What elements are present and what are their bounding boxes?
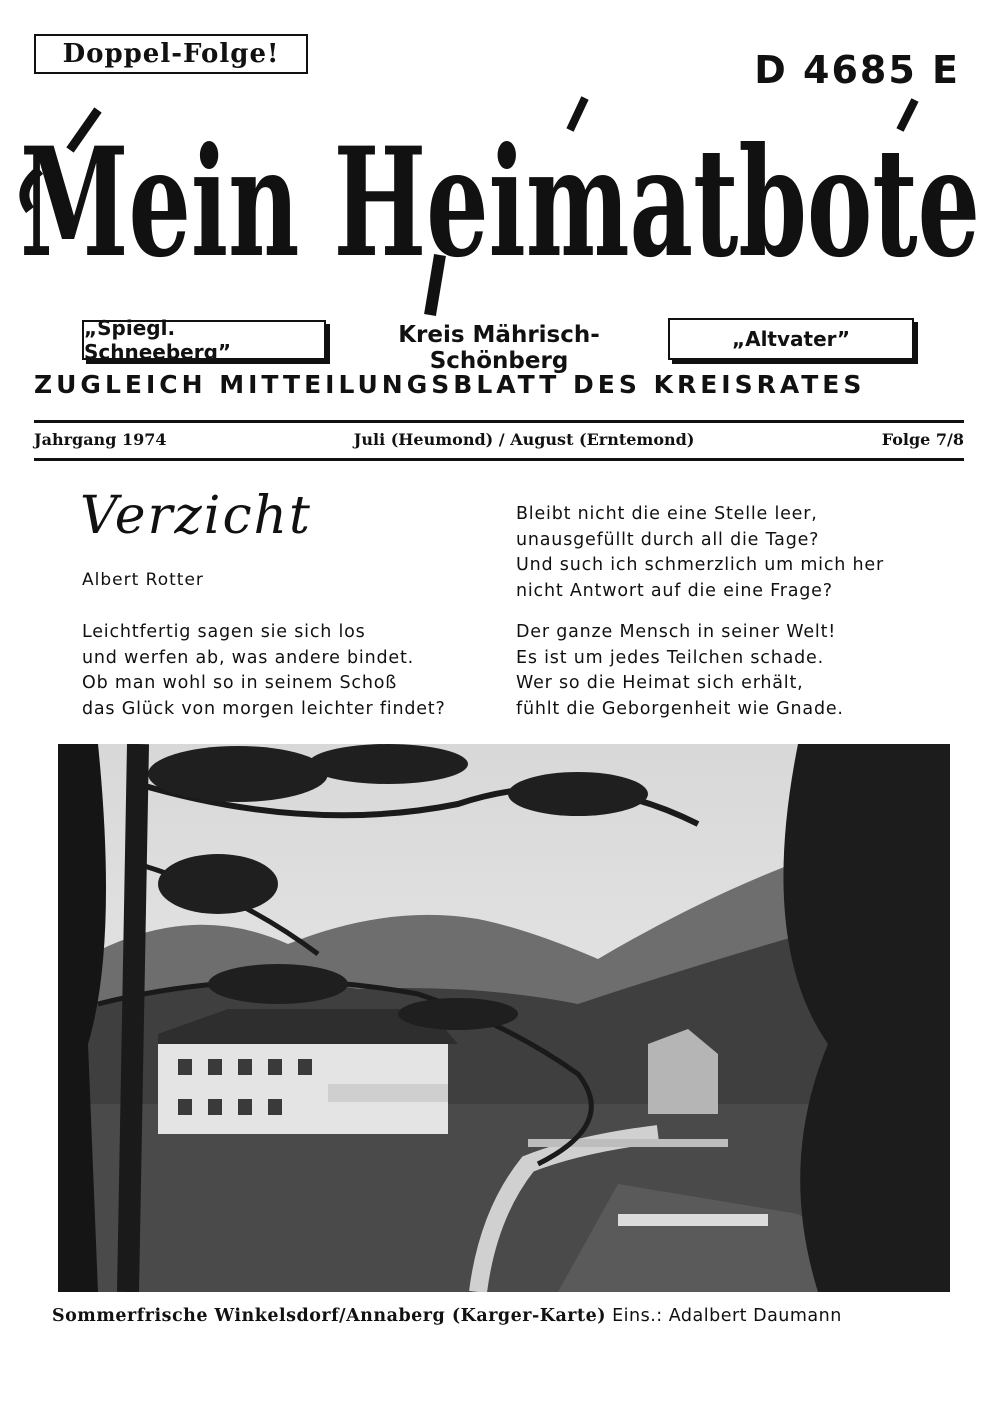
landscape-photo — [58, 744, 950, 1292]
doppel-folge-badge: Doppel-Folge! — [34, 34, 308, 74]
region-box-altvater: „Altvater” — [668, 318, 914, 360]
region-box-spiegl-schneeberg: „Spiegl. Schneeberg” — [82, 320, 326, 360]
poem-line: Bleibt nicht die eine Stelle leer, — [516, 504, 818, 524]
poem-line: Wer so die Heimat sich erhält, — [516, 673, 804, 693]
poem-line: Und such ich schmerzlich um mich her — [516, 555, 884, 575]
poem-author: Albert Rotter — [82, 570, 204, 590]
poem-line: nicht Antwort auf die eine Frage? — [516, 580, 833, 601]
photo-caption-title: Sommerfrische Winkelsdorf/Annaberg (Karger-Karte) — [52, 1306, 607, 1326]
poem-line: Ob man wohl so in seinem Schoß — [82, 673, 398, 693]
header-divider-bottom — [34, 458, 964, 461]
header-divider-top — [34, 420, 964, 423]
poem-line: Leichtfertig sagen sie sich los — [82, 622, 366, 642]
photo-caption — [52, 1306, 952, 1326]
kreis-label: Kreis Mährisch-Schönberg — [398, 322, 600, 374]
poem-line: das Glück von morgen leichter findet? — [82, 698, 446, 719]
masthead-title — [10, 90, 990, 320]
subtitle-banner: ZUGLEICH MITTEILUNGSBLATT DES KREISRATES — [34, 370, 866, 399]
folge: Folge 7/8 — [881, 430, 964, 449]
poem-line: Es ist um jedes Teilchen schade. — [516, 647, 824, 668]
poem-line: Der ganze Mensch in seiner Welt! — [516, 622, 837, 642]
poem-stanza-3 — [516, 620, 844, 722]
poem-line: unausgefüllt durch all die Tage? — [516, 529, 820, 550]
poem-stanza-1 — [82, 620, 446, 722]
photo-caption-credit: Eins.: Adalbert Daumann — [606, 1306, 842, 1326]
poem-line: und werfen ab, was andere bindet. — [82, 647, 414, 668]
masthead-title-text: Mein Heimatbote — [20, 115, 981, 291]
issue-months: Juli (Heumond) / August (Erntemond) — [353, 430, 695, 449]
jahrgang: Jahrgang 1974 — [34, 430, 167, 449]
poem-title: Verzicht — [80, 486, 312, 546]
poem-stanza-2 — [516, 502, 884, 604]
issue-info-row — [34, 430, 964, 449]
poem-line: fühlt die Geborgenheit wie Gnade. — [516, 698, 844, 719]
publication-code: D 4685 E — [754, 48, 960, 92]
landscape-photo-drawing — [58, 744, 950, 1292]
